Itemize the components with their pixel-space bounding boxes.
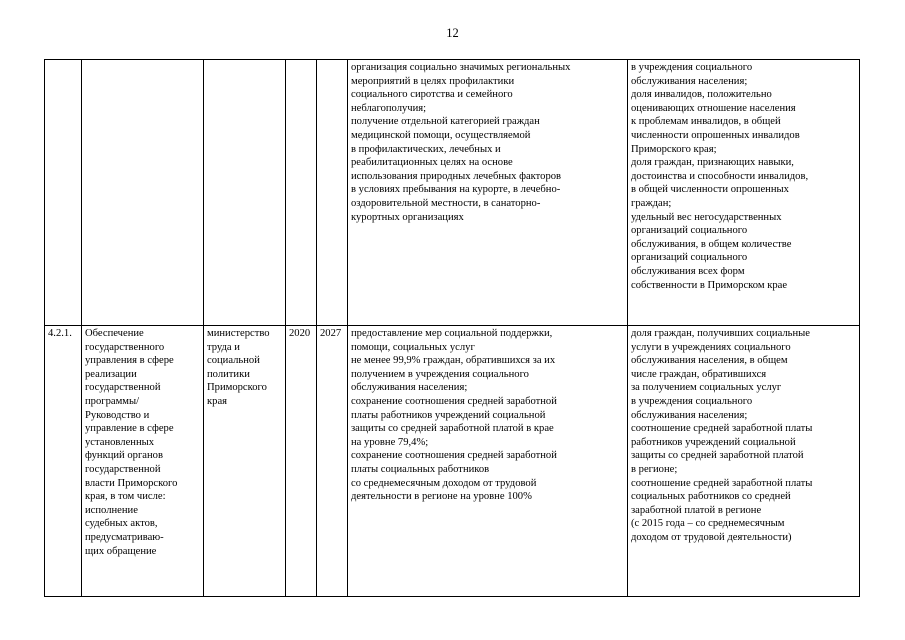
cell-text: 2027 xyxy=(320,328,342,339)
cell-text: установленных xyxy=(85,436,155,448)
cell-text: государственного xyxy=(85,341,165,353)
cell-text: в учреждения социального xyxy=(631,395,753,407)
cell-text: Обеспечение xyxy=(85,328,144,339)
cell-text: платы социальных работников xyxy=(351,463,490,475)
cell-text: доля инвалидов, положительно xyxy=(631,89,772,101)
start-year-cell xyxy=(286,326,317,597)
cell-text: власти Приморского xyxy=(85,477,178,489)
indicator-cell xyxy=(628,326,860,597)
cell-text: обслуживания населения; xyxy=(351,382,468,394)
end-year-cell xyxy=(317,326,348,597)
cell-text: обслуживания всех форм xyxy=(631,265,745,277)
cell-text: за получением социальных услуг xyxy=(631,382,782,394)
cell-text: в регионе; xyxy=(631,463,678,475)
cell-text: политики xyxy=(207,368,250,380)
cell-text: управление в сфере xyxy=(85,423,174,435)
cell-text: министерство xyxy=(207,328,270,339)
row-number-cell xyxy=(45,326,82,597)
cell-text: предоставление мер социальной поддержки, xyxy=(351,328,553,339)
measure-cell xyxy=(82,60,204,326)
table-row xyxy=(45,326,860,597)
cell-text: обслуживания населения; xyxy=(631,75,748,87)
cell-text: неблагополучия; xyxy=(351,102,427,114)
cell-text: сохранение соотношения средней заработной xyxy=(351,395,557,407)
cell-text: использования природных лечебных факторов xyxy=(351,170,562,182)
cell-text: обслуживания, в общем количестве xyxy=(631,238,792,250)
cell-text: государственной xyxy=(85,382,161,394)
cell-text: граждан; xyxy=(631,197,672,209)
cell-text: Приморского xyxy=(207,382,267,394)
cell-text: края xyxy=(207,395,228,407)
cell-text: труда и xyxy=(207,341,240,353)
result-cell xyxy=(348,60,628,326)
cell-text: получением в учреждения социального xyxy=(351,368,529,380)
executor-cell xyxy=(204,326,286,597)
cell-text: доходом от трудовой деятельности) xyxy=(631,531,792,543)
cell-text: функций органов xyxy=(85,450,163,462)
cell-text: реализации xyxy=(85,368,137,380)
measure-cell xyxy=(82,326,204,597)
cell-text: в условиях пребывания на курорте, в лечебно- xyxy=(351,184,561,196)
cell-text: реабилитационных целях на основе xyxy=(351,157,513,169)
cell-text: социальной xyxy=(207,355,260,367)
cell-text: оценивающих отношение населения xyxy=(631,102,796,114)
cell-text: предусматриваю- xyxy=(85,531,164,543)
program-table xyxy=(44,59,860,597)
start-year-cell xyxy=(286,60,317,326)
cell-text: исполнение xyxy=(85,504,138,516)
cell-text: помощи, социальных услуг xyxy=(351,341,475,353)
cell-text: организация социально значимых региональных xyxy=(351,62,571,73)
cell-text: деятельности в регионе на уровне 100% xyxy=(351,491,532,503)
cell-text: к проблемам инвалидов, в общей xyxy=(631,116,781,128)
cell-text: Руководство и xyxy=(85,409,150,421)
cell-text: курортных организациях xyxy=(351,211,464,223)
cell-text: Приморского края; xyxy=(631,143,717,155)
cell-text: доля граждан, получивших социальные xyxy=(631,328,810,339)
cell-text: управления в сфере xyxy=(85,355,174,367)
cell-text: 2020 xyxy=(289,328,311,339)
cell-text: защиты со средней заработной платой в крае xyxy=(351,423,554,435)
cell-text: заработной платой в регионе xyxy=(631,504,762,516)
result-cell xyxy=(348,326,628,597)
cell-text: края, в том числе: xyxy=(85,491,166,503)
cell-text: услуги в учреждениях социального xyxy=(631,341,791,353)
cell-text: государственной xyxy=(85,463,161,475)
executor-cell xyxy=(204,60,286,326)
cell-text: в общей численности опрошенных xyxy=(631,184,789,196)
cell-text: обслуживания населения; xyxy=(631,409,748,421)
cell-text: защиты со средней заработной платой xyxy=(631,450,804,462)
cell-text: работников учреждений социальной xyxy=(631,436,796,448)
cell-text: достоинства и способности инвалидов, xyxy=(631,170,809,182)
cell-text: соотношение средней заработной платы xyxy=(631,423,813,435)
cell-text: социальных работников со средней xyxy=(631,491,791,503)
end-year-cell xyxy=(317,60,348,326)
cell-text: обслуживания населения, в общем xyxy=(631,355,788,367)
table-row xyxy=(45,60,860,326)
cell-text: в учреждения социального xyxy=(631,62,753,73)
cell-text: 4.2.1. xyxy=(48,328,72,339)
cell-text: организаций социального xyxy=(631,252,748,264)
cell-text: собственности в Приморском крае xyxy=(631,279,788,291)
cell-text: платы работников учреждений социальной xyxy=(351,409,546,421)
cell-text: числе граждан, обратившихся xyxy=(631,368,767,380)
cell-text: со среднемесячным доходом от трудовой xyxy=(351,477,537,489)
cell-text: численности опрошенных инвалидов xyxy=(631,129,800,141)
cell-text: в профилактических, лечебных и xyxy=(351,143,501,155)
cell-text: сохранение соотношения средней заработной xyxy=(351,450,557,462)
indicator-cell xyxy=(628,60,860,326)
cell-text: (с 2015 года – со среднемесячным xyxy=(631,518,785,530)
row-number-cell xyxy=(45,60,82,326)
cell-text: мероприятий в целях профилактики xyxy=(351,75,515,87)
cell-text: организаций социального xyxy=(631,225,748,237)
cell-text: получение отдельной категорией граждан xyxy=(351,116,540,128)
cell-text: оздоровительной местности, в санаторно- xyxy=(351,197,541,209)
cell-text: доля граждан, признающих навыки, xyxy=(631,157,794,169)
cell-text: не менее 99,9% граждан, обратившихся за их xyxy=(351,355,556,367)
cell-text: социального сиротства и семейного xyxy=(351,89,513,101)
cell-text: удельный вес негосударственных xyxy=(631,211,782,223)
cell-text: медицинской помощи, осуществляемой xyxy=(351,129,531,141)
cell-text: судебных актов, xyxy=(85,518,158,530)
cell-text: на уровне 79,4%; xyxy=(351,436,429,448)
page-number: 12 xyxy=(446,26,459,40)
cell-text: щих обращение xyxy=(85,545,157,557)
cell-text: соотношение средней заработной платы xyxy=(631,477,813,489)
cell-text: программы/ xyxy=(85,395,140,407)
